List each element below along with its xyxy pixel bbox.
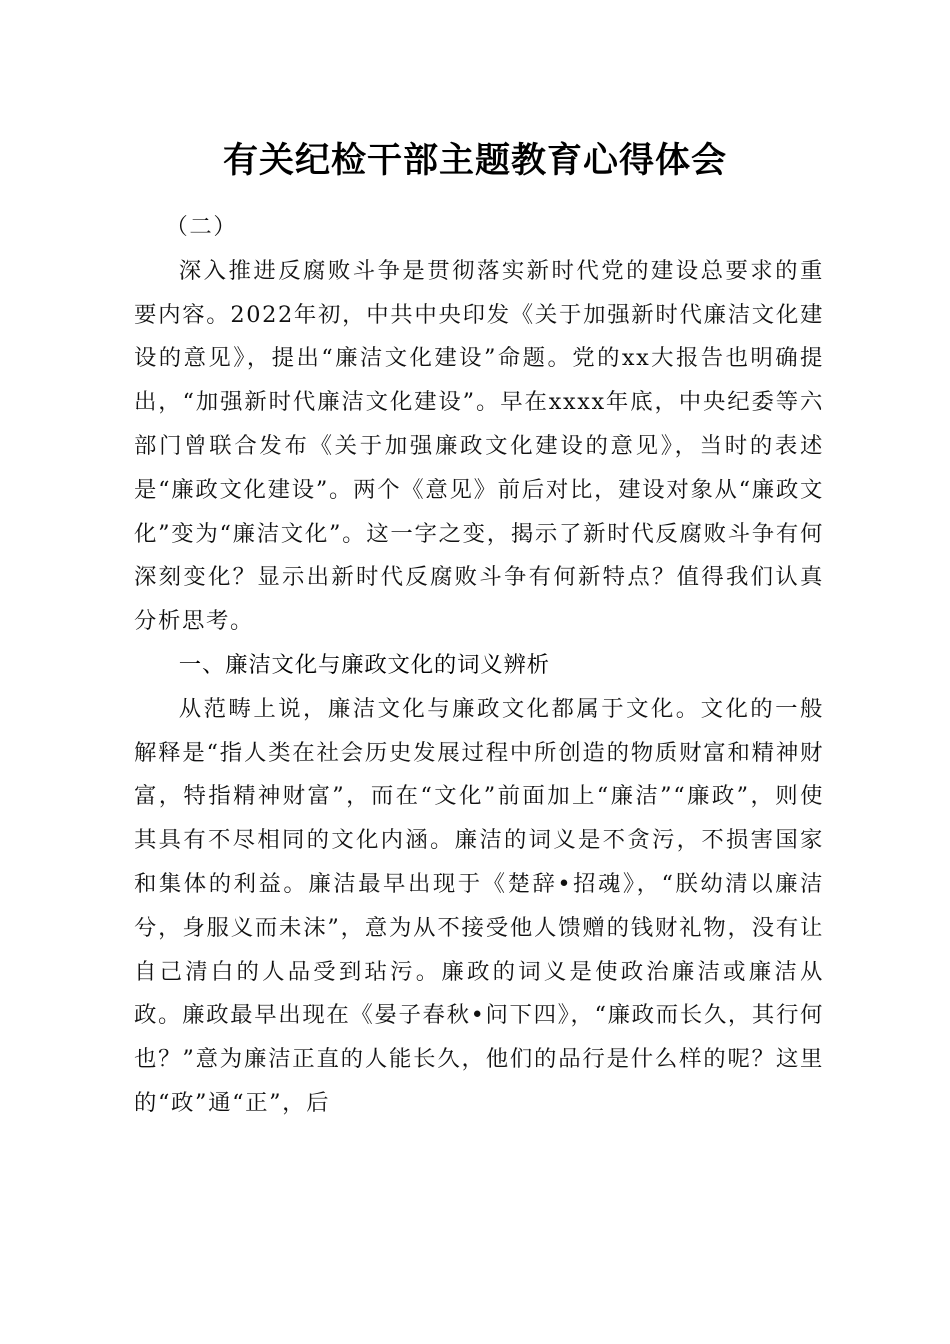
- intro-paragraph: 深入推进反腐败斗争是贯彻落实新时代党的建设总要求的重要内容。2022年初，中共中央印发《关于加强新时代廉洁文化建设的意见》，提出“廉洁文化建设”命题。党的xx大报告也明确提出，“加强新时代廉洁文化建设”。早在xxxx年底，中央纪委等六部门曾联合发布《关于加强廉政文化建设的意见》，当时的表述是“廉政文化建设”。两个《意见》前后对比，建设对象从“廉政文化”变为“廉洁文化”。这一字之变，揭示了新时代反腐败斗争有何深刻变化？显示出新时代反腐败斗争有何新特点？值得我们认真分析思考。: [134, 257, 824, 635]
- section-number: （二）: [165, 214, 238, 240]
- section-paragraph: 从范畴上说，廉洁文化与廉政文化都属于文化。文化的一般解释是“指人类在社会历史发展过程中所创造的物质财富和精神财富，特指精神财富”，而在“文化”前面加上“廉洁”“廉政”，则使其具有不尽相同的文化内涵。廉洁的词义是不贪污，不损害国家和集体的利益。廉洁最早出现于《楚辞•招魂》，“朕幼清以廉洁兮，身服义而未沫”，意为从不接受他人馈赠的钱财礼物，没有让自己清白的人品受到玷污。廉政的词义是使政治廉洁或廉洁从政。廉政最早出现在《晏子春秋•问下四》，“廉政而长久，其行何也？”意为廉洁正直的人能长久，他们的品行是什么样的呢？这里的“政”通“正”，后: [134, 695, 824, 1116]
- section-heading: 一、廉洁文化与廉政文化的词义辨析: [178, 651, 550, 678]
- document-title: 有关纪检干部主题教育心得体会: [222, 140, 727, 181]
- document-body: [134, 206, 824, 1126]
